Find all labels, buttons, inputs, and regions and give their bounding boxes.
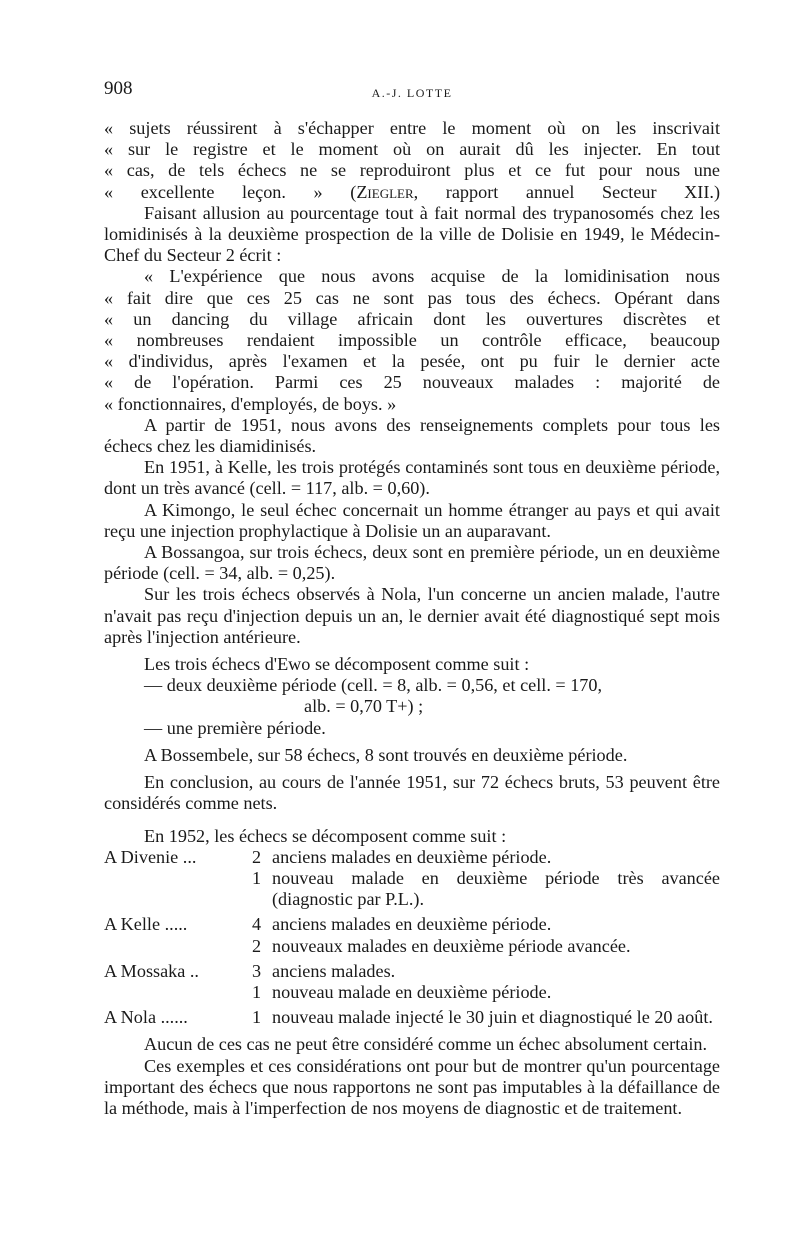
paragraph: En 1952, les échecs se décomposent comme suit : [144,825,507,846]
place-cell [104,982,252,1003]
paragraph: Aucun de ces cas ne peut être considéré comme un échec absolument certain. [144,1034,708,1055]
table-row [104,1007,720,1028]
place-cell [104,868,252,910]
place-cell: A Divenie ... [104,846,197,867]
description-cell: anciens malades. [272,960,396,981]
place-cell [104,936,252,957]
description-cell: nouveaux malades en deuxième période avancée. [272,935,631,956]
description-cell: nouveau malade injecté le 30 juin et diagnostiqué le 20 août. [272,1007,713,1028]
place-cell: A Nola ...... [104,1007,188,1028]
place-cell: A Mossaka .. [104,960,199,981]
quote-line: « nombreuses rendaient impossible un contrôle efficace, beaucoup [104,330,720,351]
count-cell: 1 [252,981,262,1002]
paragraph: A Kimongo, le seul échec concernait un homme étranger au pays et qui avait reçu une injection prophylactique à Dolisie un an auparavant. [104,499,720,541]
quote-line: « sujets réussirent à s'échapper entre le moment où on les inscrivait [104,118,720,138]
description-cell: nouveau malade en deuxième période très avancée (diagnostic par P.L.). [272,867,720,910]
quote-line: « sur le registre et le moment où on aurait dû les injecter. En tout [104,139,720,160]
count-cell: 1 [252,867,262,888]
paragraph: En conclusion, au cours de l'année 1951, sur 72 échecs bruts, 53 peuvent être considérés comme nets. [104,772,720,814]
count-cell: 4 [252,914,262,935]
table-row [104,936,720,957]
table-row [104,914,720,935]
paragraph: Ces exemples et ces considérations ont pour but de montrer qu'un pourcentage important des échecs que nous rapportons ne sont pas imputables à la défaillance de la méthode, mais à l'imperfection de nos moyens de diagnostic et de traitement. [104,1055,720,1118]
count-cell: 2 [252,846,262,867]
table-row [104,961,720,982]
quote-line: « fait dire que ces 25 cas ne sont pas tous des échecs. Opérant dans [104,287,720,308]
quote-line-text: « excellente leçon. » ( [104,181,357,202]
article-body [104,118,720,1119]
running-title: A.-J. LOTTE [371,86,453,100]
place-cell: A Kelle ..... [104,914,188,935]
table-row [104,868,720,910]
paragraph: Sur les trois échecs observés à Nola, l'un concerne un ancien malade, l'autre n'avait pas reçu d'injection depuis un an, le dernier avait été diagnostiqué sept mois après l'injection antérieure. [104,584,720,647]
quote-line: « fonctionnaires, d'employés, de boys. » [104,393,397,414]
paragraph: A Bossembele, sur 58 échecs, 8 sont trouvés en deuxième période. [144,744,628,765]
quote-ziegler [104,118,720,203]
count-cell: 1 [252,1007,262,1028]
description-cell: anciens malades en deuxième période. [272,846,552,867]
quote-medecin-chef [104,266,720,414]
description-cell: anciens malades en deuxième période. [272,914,552,935]
page-number: 908 [104,78,133,99]
paragraph: Faisant allusion au pourcentage tout à fait normal des trypanosomés chez les lomidinisés à la deuxième prospection de la ville de Dolisie en 1949, le Médecin-Chef du Secteur 2 écrit : [104,202,720,266]
quote-line: « cas, de tels échecs ne se reproduiront plus et ce fut pour nous une [104,160,720,181]
table-row [104,982,720,1003]
quote-line: « un dancing du village africain dont les ouvertures discrètes et [104,308,720,329]
paragraph: A Bossangoa, sur trois échecs, deux sont en première période, un en deuxième période (cell. = 34, alb. = 0,25). [104,542,720,584]
quote-line [104,182,720,203]
count-cell: 3 [252,960,262,981]
failures-1952-table [104,847,720,1029]
list-item-continuation: alb. = 0,70 T+) ; [304,696,424,717]
count-cell: 2 [252,935,262,956]
author-name: Ziegler [356,181,414,202]
quote-line: « L'expérience que nous avons acquise de la lomidinisation nous [144,266,720,287]
quote-line: « de l'opération. Parmi ces 25 nouveaux malades : majorité de [104,372,720,393]
page-header [104,78,720,104]
list-item: — deux deuxième période (cell. = 8, alb. = 0,56, et cell. = 170, [144,675,603,696]
list-item: — une première période. [144,717,326,738]
quote-line-text: , rapport annuel Secteur XII.) [413,181,720,202]
table-row [104,847,720,868]
description-cell: nouveau malade en deuxième période. [272,981,552,1002]
paragraph: Les trois échecs d'Ewo se décomposent comme suit : [144,654,530,675]
quote-line: « d'individus, après l'examen et la pesée, ont pu fuir le dernier acte [104,351,720,372]
paragraph: En 1951, à Kelle, les trois protégés contaminés sont tous en deuxième période, dont un très avancé (cell. = 117, alb. = 0,60). [104,457,720,499]
paragraph: A partir de 1951, nous avons des renseignements complets pour tous les échecs chez les diamidinisés. [104,414,720,457]
